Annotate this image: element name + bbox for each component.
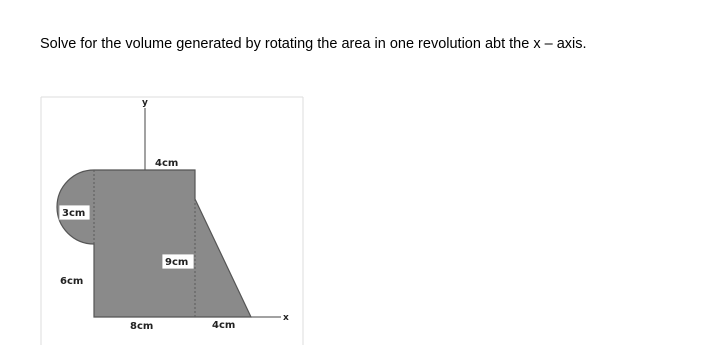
y-axis-label: y xyxy=(142,98,148,108)
label-top-4cm: 4cm xyxy=(155,158,179,169)
shaded-region xyxy=(57,170,251,317)
label-right-9cm: 9cm xyxy=(165,257,189,268)
label-triangle-4cm: 4cm xyxy=(212,320,236,331)
label-bottom-8cm: 8cm xyxy=(130,321,154,332)
question-text: Solve for the volume generated by rotating the area in one revolution abt the x – axis. xyxy=(40,36,587,52)
label-semicircle-3cm: 3cm xyxy=(62,208,86,219)
label-left-6cm: 6cm xyxy=(60,276,84,287)
x-axis-label: x xyxy=(283,313,289,323)
